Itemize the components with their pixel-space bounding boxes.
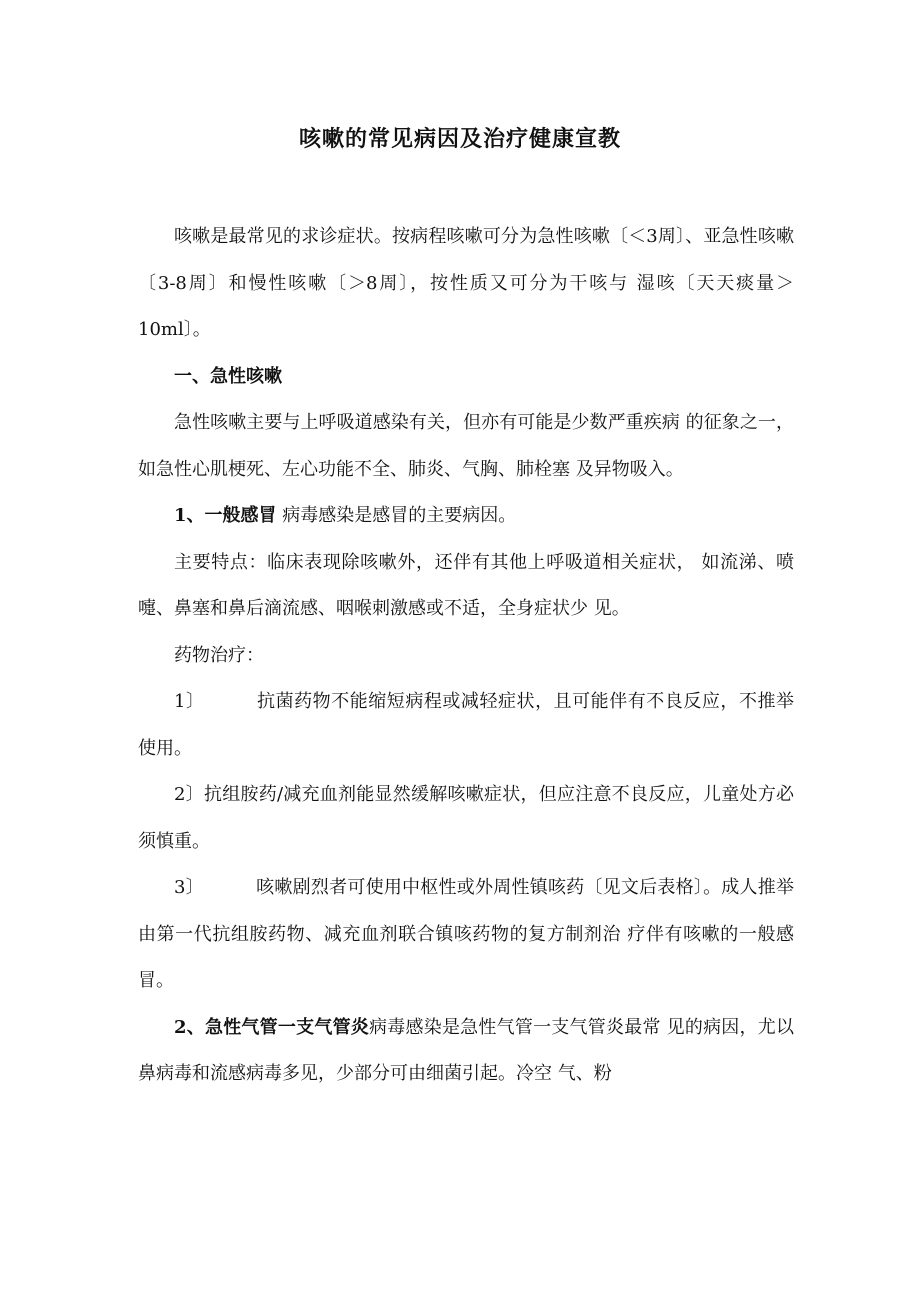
common-cold-heading: 1、一般感冒 xyxy=(174,505,277,526)
drug-treatment-heading: 药物治疗： xyxy=(174,644,264,666)
common-cold-paragraph xyxy=(138,493,794,540)
drug-item-1 xyxy=(138,679,794,772)
features-paragraph: 主要特点：临床表现除咳嗽外，还伴有其他上呼吸道相关症状， 如流涕、喷嚏、鼻塞和鼻后滴流感、咽喉刺激感或不适，全身症状少 见。 xyxy=(138,551,794,619)
acute-cough-paragraph: 急性咳嗽主要与上呼吸道感染有关，但亦有可能是少数严重疾病 的征象之一，如急性心肌梗死、左心功能不全、肺炎、气胸、肺栓塞 及异物吸入。 xyxy=(138,412,794,480)
drug-item-3-number: 3〕 xyxy=(174,877,204,898)
drug-item-3 xyxy=(138,865,794,1005)
section-heading-acute-cough: 一、急性咳嗽 xyxy=(174,365,282,387)
drug-item-1-text: 抗菌药物不能缩短病程或减轻症状，且可能伴有不良反应，不推举使用。 xyxy=(138,691,795,759)
drug-item-2-text: 抗组胺药/减充血剂能显然缓解咳嗽症状，但应注意不良反应，儿童处方必须慎重。 xyxy=(138,784,794,852)
drug-item-3-text: 咳嗽剧烈者可使用中枢性或外周性镇咳药〔见文后表格〕。成人推举由第一代抗组胺药物、减充血剂联合镇咳药物的复方制剂治 疗伴有咳嗽的一般感冒。 xyxy=(138,877,795,991)
bronchitis-heading: 2、急性气管一支气管炎 xyxy=(174,1016,370,1038)
document-title: 咳嗽的常见病因及治疗健康宣教 xyxy=(298,126,621,152)
intro-paragraph: 咳嗽是最常见的求诊症状。按病程咳嗽可分为急性咳嗽〔＜3周〕、亚急性咳嗽〔3-8周〕和慢性咳嗽〔＞8周〕，按性质又可分为干咳与 湿咳〔天天痰量＞10ml〕。 xyxy=(138,226,794,340)
common-cold-text: 病毒感染是感冒的主要病因。 xyxy=(282,505,517,526)
document-body xyxy=(138,214,794,1098)
drug-item-2-number: 2〕 xyxy=(174,784,204,805)
drug-item-1-number: 1〕 xyxy=(174,691,205,712)
drug-item-2 xyxy=(138,772,794,865)
bronchitis-text: 病毒感染是急性气管一支气管炎最常 见的病因，尤以鼻病毒和流感病毒多见，少部分可由细菌引起。冷空 气、粉 xyxy=(138,1016,794,1084)
bronchitis-paragraph xyxy=(138,1005,794,1098)
